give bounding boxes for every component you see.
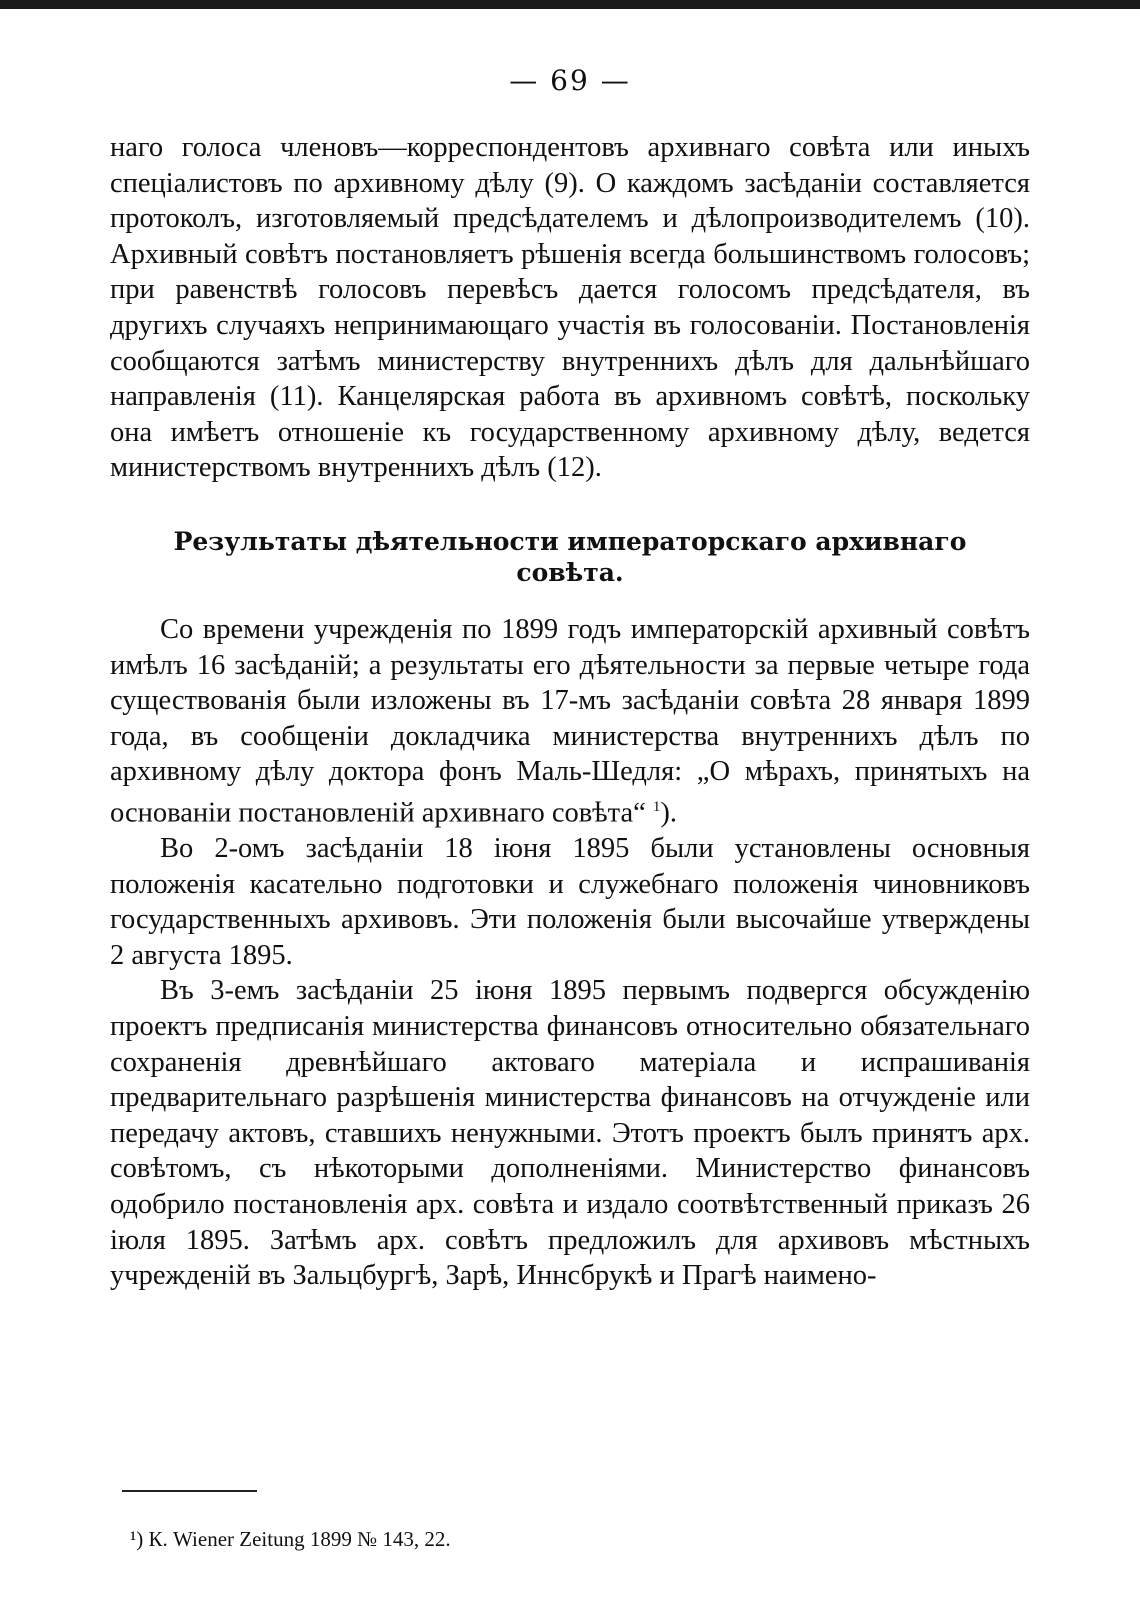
footnote-text: К. Wiener Zeitung 1899 № 143, 22. (148, 1527, 451, 1551)
paragraph-1 (110, 612, 1030, 831)
paragraph-continued: наго голоса членовъ—корреспондентовъ архивнаго совѣта или иныхъ спеціалистовъ по архивному дѣлу (9). О каждомъ засѣданіи составляется протоколъ, изготовляемый предсѣдателемъ и дѣлопроизводителемъ (10). Архивный совѣтъ постановляетъ рѣшенія всегда большинствомъ голосовъ; при равенствѣ голосовъ перевѣсъ дается голосомъ предсѣдателя, въ другихъ случаяхъ непринимающаго участія въ голосованіи. Постановленія сообщаются затѣмъ министерству внутреннихъ дѣлъ для дальнѣйшаго направленія (11). Канцелярская работа въ архивномъ совѣтѣ, поскольку она имѣетъ отношеніе къ государственному архивному дѣлу, ведется министерствомъ внутреннихъ дѣлъ (12). (110, 132, 1030, 484)
footnote-mark: ¹) (130, 1527, 144, 1551)
section-heading: Результаты дѣятельности императорскаго архивнаго совѣта. (173, 526, 967, 587)
footnote (130, 1527, 451, 1552)
paragraph-3: Въ 3-емъ засѣданіи 25 іюня 1895 первымъ подвергся обсужденію проектъ предписанія министерства финансовъ относительно обязательнаго сохраненія древнѣйшаго актоваго матеріала и испрашиванія предварительнаго разрѣшенія министерства финансовъ на отчужденіе или передачу актовъ, ставшихъ ненужными. Этотъ проектъ былъ принятъ арх. совѣтомъ, съ нѣкоторыми дополненіями. Министерство финансовъ одобрило постановленія арх. совѣта и издало соотвѣтственный приказъ 26 іюля 1895. Затѣмъ арх. совѣтъ предложилъ для архивовъ мѣстныхъ учрежденій въ Зальцбургѣ, Зарѣ, Иннсбрукѣ и Прагѣ наимено- (110, 975, 1030, 1292)
top-border-rule (0, 0, 1140, 9)
paragraph-2: Во 2-омъ засѣданіи 18 іюня 1895 были установлены основныя положенія касательно подготовки и служебнаго положенія чиновниковъ государственныхъ архивовъ. Эти положенія были высочайше утверждены 2 августа 1895. (110, 833, 1030, 971)
text-column (110, 130, 1030, 1294)
footnote-reference: 1 (652, 798, 661, 815)
paragraph-1-end: ). (660, 797, 678, 829)
footnote-divider (122, 1490, 257, 1492)
page-number: — 69 — (509, 64, 631, 97)
paragraph-1-text: Со времени учрежденія по 1899 годъ императорскій архивный совѣтъ имѣлъ 16 засѣданій; а результаты его дѣятельности за первые четыре года существованія были изложены въ 17-мъ засѣданіи совѣта 28 января 1899 года, въ сообщеніи докладчика министерства внутреннихъ дѣлъ по архивному дѣлу доктора фонъ Маль-Шедля: „О мѣрахъ, принятыхъ на основаніи постановленій архивнаго совѣта“ (110, 613, 1030, 829)
